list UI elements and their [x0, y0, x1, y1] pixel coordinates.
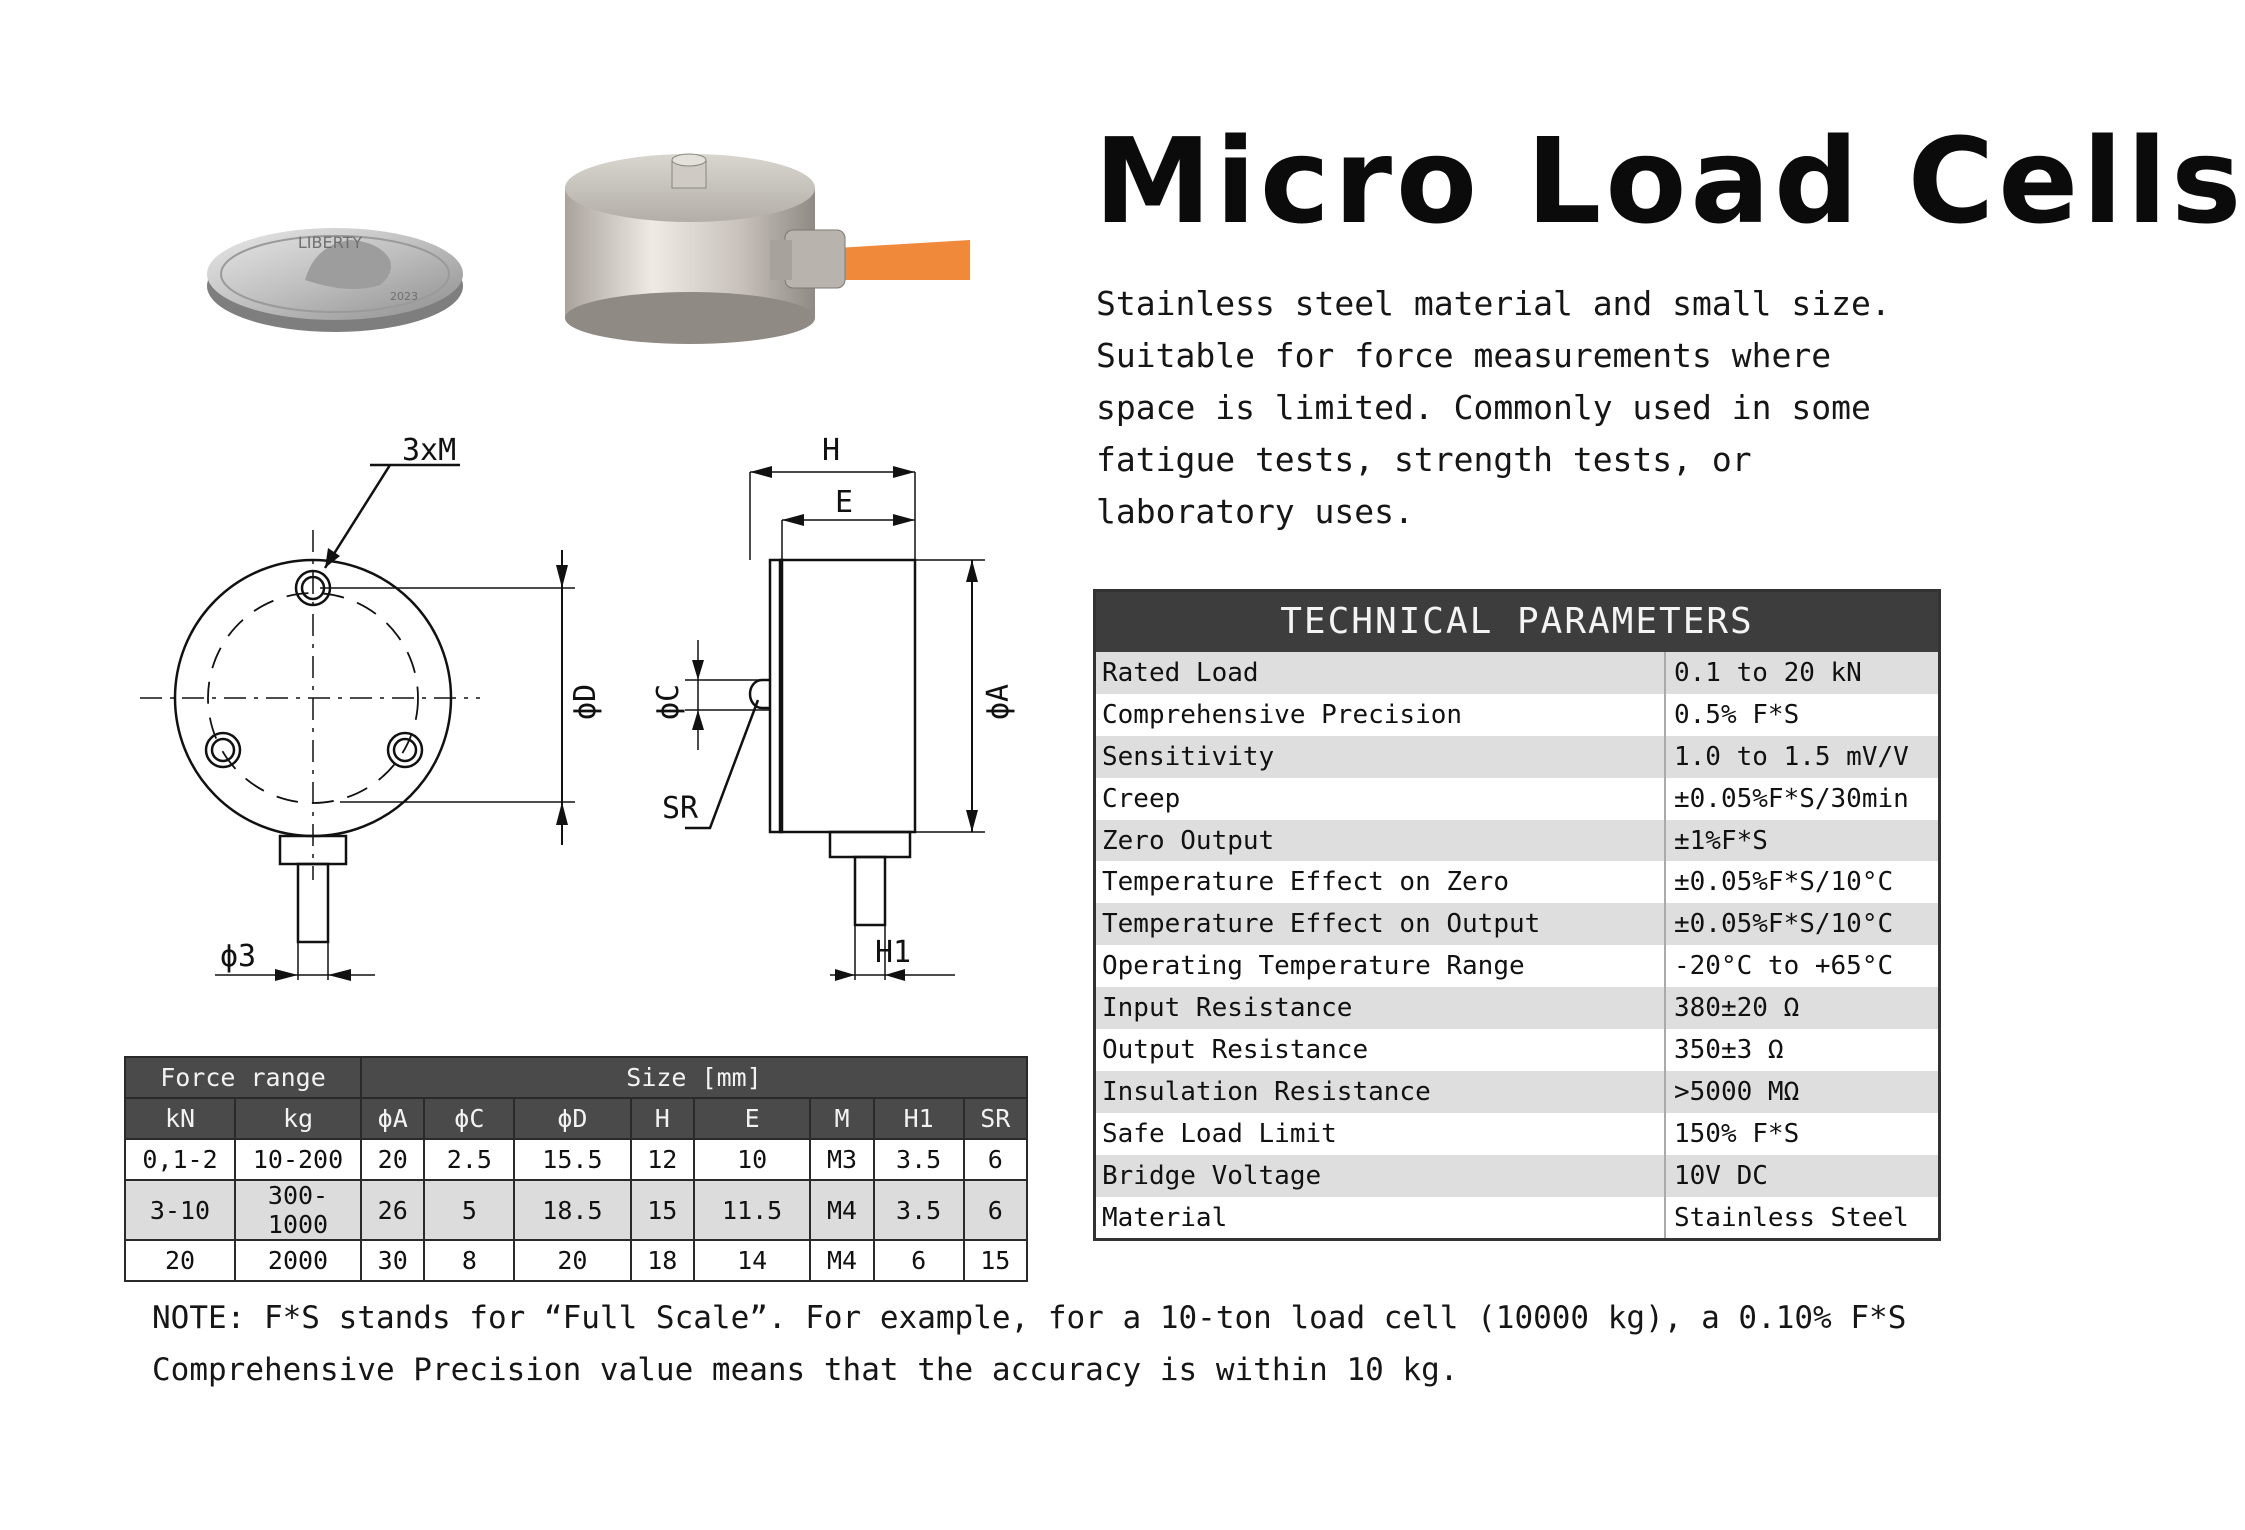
param-value: ±0.05%F*S/30min [1674, 783, 1909, 814]
technical-parameters-table [1093, 589, 1941, 1241]
footnote: NOTE: F*S stands for “Full Scale”. For example, for a 10-ton load cell (10000 kg), a 0.10% F*S Comprehensive Precision value means that the accuracy is within 10 kg. [152, 1300, 1907, 1388]
page-title: Micro Load Cells [1094, 112, 2245, 250]
technical-drawing [130, 420, 1030, 995]
col-h1: H1 [874, 1098, 964, 1139]
param-value: 10V DC [1674, 1160, 1768, 1191]
table-cell: 6 [964, 1139, 1027, 1180]
table-cell: 11.5 [694, 1180, 810, 1240]
label-h: H [822, 433, 841, 468]
params-heading: TECHNICAL PARAMETERS [1096, 592, 1938, 652]
table-cell: M4 [810, 1180, 873, 1240]
param-value: 350±3 Ω [1674, 1034, 1784, 1065]
table-cell: 5 [424, 1180, 514, 1240]
table-cell: M4 [810, 1240, 873, 1281]
coin-year: 2023 [390, 290, 418, 303]
table-row [125, 1139, 1027, 1180]
param-name: Material [1096, 1197, 1666, 1239]
param-row [1096, 778, 1938, 820]
table-cell: 18 [631, 1240, 694, 1281]
col-kn: kN [125, 1098, 235, 1139]
table-cell: 18.5 [514, 1180, 630, 1240]
col-sr: SR [964, 1098, 1027, 1139]
label-3xm: 3xM [402, 433, 457, 468]
param-name: Insulation Resistance [1096, 1071, 1666, 1113]
size-header: Size [mm] [361, 1057, 1027, 1098]
col-a: ϕA [361, 1098, 424, 1139]
load-cell-image [565, 154, 845, 344]
table-cell: 8 [424, 1240, 514, 1281]
table-cell: 300-1000 [235, 1180, 361, 1240]
col-d: ϕD [514, 1098, 630, 1139]
param-row [1096, 1029, 1938, 1071]
table-cell: 10-200 [235, 1139, 361, 1180]
param-value: ±0.05%F*S/10°C [1674, 867, 1894, 898]
table-cell: 3-10 [125, 1180, 235, 1240]
side-view-body [780, 560, 915, 832]
table-row [125, 1180, 1027, 1240]
force-range-header: Force range [125, 1057, 361, 1098]
param-value: 380±20 Ω [1674, 993, 1800, 1024]
col-e: E [694, 1098, 810, 1139]
table-cell: 0,1-2 [125, 1139, 235, 1180]
label-phi-a: ϕA [981, 683, 1016, 720]
col-kg: kg [235, 1098, 361, 1139]
param-row [1096, 945, 1938, 987]
param-row [1096, 1113, 1938, 1155]
table-cell: 14 [694, 1240, 810, 1281]
param-row [1096, 694, 1938, 736]
param-row [1096, 987, 1938, 1029]
table-cell: 15 [964, 1240, 1027, 1281]
table-cell: 12 [631, 1139, 694, 1180]
param-name: Output Resistance [1096, 1029, 1666, 1071]
label-e: E [835, 485, 854, 520]
param-value: 0.1 to 20 kN [1674, 657, 1862, 688]
param-value: 0.5% F*S [1674, 699, 1800, 730]
col-c: ϕC [424, 1098, 514, 1139]
table-cell: 20 [125, 1240, 235, 1281]
param-row [1096, 861, 1938, 903]
coin-image [207, 228, 463, 332]
params-rows [1096, 652, 1938, 1238]
param-name: Safe Load Limit [1096, 1113, 1666, 1155]
table-cell: 30 [361, 1240, 424, 1281]
table-cell: 15 [631, 1180, 694, 1240]
param-value: 150% F*S [1674, 1118, 1800, 1149]
label-phi-d: ϕD [568, 683, 603, 720]
table-cell: 2000 [235, 1240, 361, 1281]
col-h: H [631, 1098, 694, 1139]
param-name: Zero Output [1096, 820, 1666, 862]
param-row [1096, 1155, 1938, 1197]
table-row [125, 1240, 1027, 1281]
param-value: ±0.05%F*S/10°C [1674, 909, 1894, 940]
column-header-row [125, 1098, 1027, 1139]
label-sr: SR [662, 791, 699, 826]
table-cell: 2.5 [424, 1139, 514, 1180]
label-phi-c: ϕC [651, 683, 686, 720]
param-value: -20°C to +65°C [1674, 951, 1894, 982]
param-value: 1.0 to 1.5 mV/V [1674, 741, 1909, 772]
param-name: Input Resistance [1096, 987, 1666, 1029]
table-cell: 3.5 [874, 1180, 964, 1240]
param-row [1096, 1071, 1938, 1113]
param-row [1096, 1197, 1938, 1239]
table-cell: M3 [810, 1139, 873, 1180]
label-h1: H1 [875, 935, 912, 970]
product-photo [210, 140, 970, 350]
param-value: >5000 MΩ [1674, 1076, 1800, 1107]
label-phi-3: ϕ3 [220, 939, 257, 974]
param-name: Bridge Voltage [1096, 1155, 1666, 1197]
param-row [1096, 820, 1938, 862]
param-name: Comprehensive Precision [1096, 694, 1666, 736]
table-cell: 10 [694, 1139, 810, 1180]
param-row [1096, 736, 1938, 778]
param-value: Stainless Steel [1674, 1202, 1909, 1233]
param-name: Temperature Effect on Output [1096, 903, 1666, 945]
dimension-table [124, 1056, 1028, 1282]
col-m: M [810, 1098, 873, 1139]
param-name: Operating Temperature Range [1096, 945, 1666, 987]
table-cell: 20 [361, 1139, 424, 1180]
param-row [1096, 652, 1938, 694]
param-name: Rated Load [1096, 652, 1666, 694]
table-cell: 3.5 [874, 1139, 964, 1180]
table-cell: 6 [874, 1240, 964, 1281]
intro-paragraph: Stainless steel material and small size. Suitable for force measurements where space is limited. Commonly used in some fatigue tests, strength tests, or laboratory uses. [1096, 284, 1891, 531]
table-cell: 20 [514, 1240, 630, 1281]
table-cell: 26 [361, 1180, 424, 1240]
param-value: ±1%F*S [1674, 825, 1768, 856]
table-cell: 6 [964, 1180, 1027, 1240]
coin-text: LIBERTY [297, 233, 363, 252]
param-name: Temperature Effect on Zero [1096, 861, 1666, 903]
param-row [1096, 903, 1938, 945]
table-cell: 15.5 [514, 1139, 630, 1180]
param-name: Sensitivity [1096, 736, 1666, 778]
param-name: Creep [1096, 778, 1666, 820]
